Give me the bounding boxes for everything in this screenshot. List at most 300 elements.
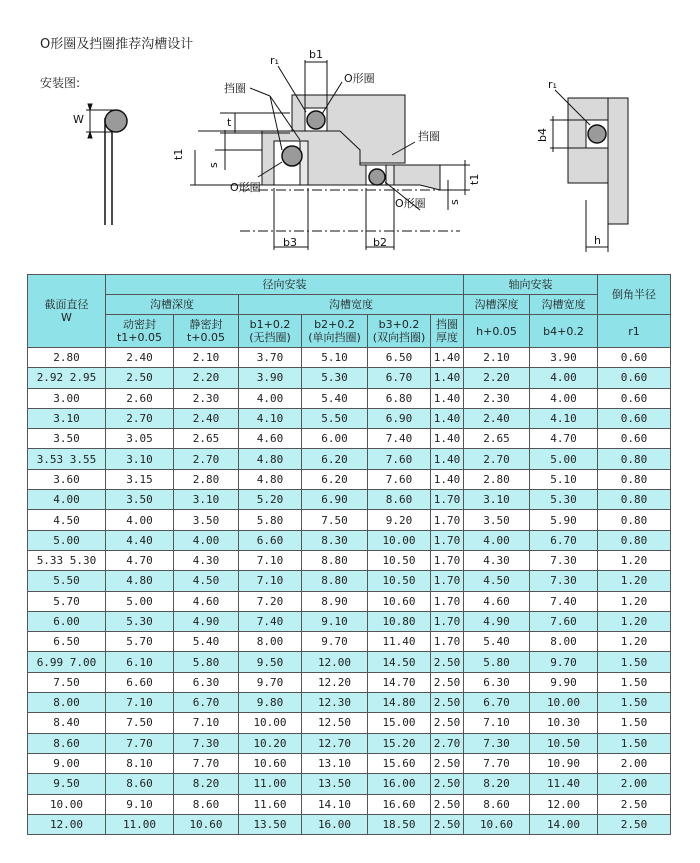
table-cell: 9.10 [302,611,368,631]
table-cell: 3.15 [106,469,174,489]
header-chamfer: 倒角半径 [598,275,671,315]
table-row [28,348,671,368]
table-cell: 4.60 [239,429,302,449]
table-row [28,469,671,489]
table-cell: 7.30 [174,733,239,753]
table-cell: 7.30 [464,733,530,753]
table-cell: 6.50 [28,632,106,652]
table-cell: 2.50 [431,672,464,692]
table-cell: 6.70 [464,693,530,713]
table-cell: 1.70 [431,490,464,510]
table-cell: 2.00 [598,753,671,773]
table-cell: 4.50 [174,571,239,591]
table-cell: 5.40 [174,632,239,652]
table-cell: 7.30 [530,571,598,591]
table-cell: 4.80 [239,469,302,489]
table-cell: 4.70 [106,550,174,570]
table-cell: 5.50 [302,408,368,428]
table-cell: 6.20 [302,469,368,489]
label-backup-a: 挡圈 [224,82,246,95]
label-oring-b: O形圈 [230,181,261,194]
table-cell: 1.20 [598,550,671,570]
table-cell: 1.70 [431,510,464,530]
table-row [28,652,671,672]
table-cell: 1.70 [431,611,464,631]
table-cell: 2.00 [598,774,671,794]
table-cell: 3.10 [106,449,174,469]
table-cell: 7.40 [239,611,302,631]
table-cell: 8.90 [302,591,368,611]
label-b2: b2 [373,236,387,249]
label-t1-a: t1 [172,148,185,160]
table-cell: 2.65 [174,429,239,449]
table-cell: 9.70 [530,652,598,672]
table-cell: 2.50 [431,652,464,672]
header-t-text: 静密封 t+0.05 [186,318,226,344]
table-cell: 9.50 [239,652,302,672]
table-row [28,429,671,449]
label-b3: b3 [283,236,297,249]
table-cell: 7.10 [239,571,302,591]
table-cell: 5.00 [530,449,598,469]
table-cell: 8.00 [239,632,302,652]
table-cell: 0.60 [598,348,671,368]
axial-install-drawing [550,90,628,252]
installation-drawing [0,45,700,265]
table-cell: 2.92 2.95 [28,368,106,388]
table-row [28,814,671,834]
table-cell: 4.90 [464,611,530,631]
table-cell: 12.70 [302,733,368,753]
table-cell: 8.60 [464,794,530,814]
table-cell: 2.80 [174,469,239,489]
label-s-b: s [448,199,461,205]
table-cell: 5.33 5.30 [28,550,106,570]
table-cell: 2.70 [464,449,530,469]
groove-spec-table [27,274,671,835]
table-cell: 4.60 [464,591,530,611]
table-cell: 8.20 [464,774,530,794]
table-cell: 13.10 [302,753,368,773]
table-cell: 4.60 [174,591,239,611]
table-cell: 0.80 [598,490,671,510]
table-cell: 2.70 [174,449,239,469]
table-cell: 2.65 [464,429,530,449]
table-cell: 2.40 [174,408,239,428]
table-cell: 10.00 [368,530,431,550]
table-cell: 0.60 [598,429,671,449]
table-cell: 3.00 [28,388,106,408]
table-cell: 2.30 [464,388,530,408]
table-row [28,713,671,733]
label-W: W [73,113,84,126]
table-cell: 14.00 [530,814,598,834]
table-cell: 2.80 [464,469,530,489]
table-cell: 2.70 [106,408,174,428]
header-radial: 径向安装 [106,275,464,295]
table-cell: 8.80 [302,571,368,591]
label-b4: b4 [536,128,549,142]
table-cell: 2.50 [431,774,464,794]
table-row [28,693,671,713]
table-cell: 5.70 [106,632,174,652]
table-cell: 7.10 [106,693,174,713]
table-cell: 0.60 [598,388,671,408]
table-cell: 1.40 [431,429,464,449]
table-row [28,611,671,631]
table-cell: 10.50 [530,733,598,753]
table-cell: 2.50 [431,713,464,733]
table-cell: 5.30 [302,368,368,388]
table-cell: 6.70 [530,530,598,550]
table-cell: 3.50 [28,429,106,449]
table-cell: 11.40 [368,632,431,652]
table-cell: 8.20 [174,774,239,794]
table-row [28,510,671,530]
label-r1-b: r₁ [548,78,557,91]
table-cell: 15.60 [368,753,431,773]
table-cell: 8.60 [368,490,431,510]
header-axial-depth: 沟槽深度 [464,295,530,315]
table-cell: 1.50 [598,733,671,753]
table-cell: 3.50 [106,490,174,510]
table-cell: 6.10 [106,652,174,672]
table-cell: 4.00 [28,490,106,510]
header-b2 [302,315,368,348]
table-cell: 6.60 [106,672,174,692]
table-cell: 14.10 [302,794,368,814]
table-cell: 2.30 [174,388,239,408]
label-s-a: s [207,162,220,168]
table-cell: 3.10 [28,408,106,428]
table-cell: 6.50 [368,348,431,368]
table-cell: 7.70 [174,753,239,773]
table-row [28,672,671,692]
table-cell: 3.53 3.55 [28,449,106,469]
table-cell: 3.50 [464,510,530,530]
table-cell: 1.50 [598,652,671,672]
table-cell: 4.10 [239,408,302,428]
table-cell: 6.30 [464,672,530,692]
table-cell: 7.40 [368,429,431,449]
label-t-a: t [227,116,232,129]
table-cell: 8.10 [106,753,174,773]
oring-section-drawing [86,104,127,225]
table-cell: 2.50 [431,753,464,773]
table-cell: 8.00 [28,693,106,713]
table-cell: 5.50 [28,571,106,591]
table-cell: 2.50 [106,368,174,388]
page-title: O形圈及挡圈推荐沟槽设计 [40,37,194,52]
table-cell: 4.50 [28,510,106,530]
table-cell: 5.10 [530,469,598,489]
table-cell: 10.30 [530,713,598,733]
table-cell: 6.70 [368,368,431,388]
table-cell: 2.50 [598,794,671,814]
table-cell: 2.20 [174,368,239,388]
table-row [28,408,671,428]
table-cell: 5.70 [28,591,106,611]
header-b4: b4+0.2 [530,315,598,348]
table-cell: 7.10 [239,550,302,570]
table-cell: 16.60 [368,794,431,814]
table-cell: 1.50 [598,672,671,692]
table-row [28,449,671,469]
table-cell: 10.60 [464,814,530,834]
table-cell: 11.60 [239,794,302,814]
table-cell: 4.00 [530,388,598,408]
header-w-text: 截面直径 W [44,298,89,324]
table-cell: 9.20 [368,510,431,530]
table-cell: 1.70 [431,530,464,550]
label-b1: b1 [309,48,323,61]
table-cell: 9.90 [530,672,598,692]
table-cell: 10.50 [368,571,431,591]
table-cell: 0.60 [598,408,671,428]
header-thick-text: 挡圈 厚度 [436,318,458,344]
table-cell: 3.10 [174,490,239,510]
table-cell: 9.10 [106,794,174,814]
table-cell: 5.90 [530,510,598,530]
table-cell: 2.40 [464,408,530,428]
table-cell: 4.00 [464,530,530,550]
table-cell: 5.10 [302,348,368,368]
header-r1: r1 [598,315,671,348]
table-cell: 3.90 [239,368,302,388]
table-cell: 7.10 [174,713,239,733]
table-cell: 10.00 [239,713,302,733]
table-cell: 12.50 [302,713,368,733]
table-cell: 8.60 [106,774,174,794]
table-cell: 10.00 [530,693,598,713]
table-cell: 7.40 [530,591,598,611]
table-row [28,632,671,652]
table-cell: 7.60 [368,469,431,489]
header-h: h+0.05 [464,315,530,348]
header-groove-width: 沟槽宽度 [239,295,464,315]
table-cell: 6.90 [368,408,431,428]
table-cell: 7.30 [530,550,598,570]
table-cell: 3.10 [464,490,530,510]
table-cell: 4.30 [174,550,239,570]
table-cell: 13.50 [239,814,302,834]
table-cell: 6.80 [368,388,431,408]
table-cell: 6.00 [28,611,106,631]
table-cell: 8.60 [28,733,106,753]
table-cell: 10.60 [174,814,239,834]
table-cell: 7.10 [464,713,530,733]
table-row [28,774,671,794]
table-cell: 2.10 [174,348,239,368]
header-t [174,315,239,348]
table-cell: 4.40 [106,530,174,550]
table-cell: 6.70 [174,693,239,713]
table-cell: 3.90 [530,348,598,368]
table-cell: 0.80 [598,469,671,489]
table-cell: 10.80 [368,611,431,631]
table-cell: 4.80 [106,571,174,591]
table-cell: 7.60 [530,611,598,631]
table-cell: 14.50 [368,652,431,672]
table-cell: 8.30 [302,530,368,550]
table-cell: 6.90 [302,490,368,510]
table-cell: 0.60 [598,368,671,388]
table-cell: 11.40 [530,774,598,794]
table-cell: 9.70 [302,632,368,652]
table-cell: 6.00 [302,429,368,449]
table-cell: 2.60 [106,388,174,408]
table-body [28,348,671,835]
table-cell: 10.60 [368,591,431,611]
table-cell: 1.20 [598,591,671,611]
table-cell: 8.40 [28,713,106,733]
table-row [28,571,671,591]
table-cell: 11.00 [106,814,174,834]
table-cell: 1.70 [431,550,464,570]
table-cell: 10.00 [28,794,106,814]
table-cell: 11.00 [239,774,302,794]
table-cell: 5.80 [174,652,239,672]
table-cell: 1.20 [598,571,671,591]
table-cell: 16.00 [302,814,368,834]
table-cell: 1.20 [598,632,671,652]
table-row [28,388,671,408]
table-cell: 8.60 [174,794,239,814]
table-cell: 14.70 [368,672,431,692]
label-backup-b: 挡圈 [418,130,440,143]
table-cell: 15.20 [368,733,431,753]
table-cell: 10.90 [530,753,598,773]
table-cell: 5.00 [28,530,106,550]
table-cell: 5.80 [464,652,530,672]
table-row [28,753,671,773]
table-cell: 12.30 [302,693,368,713]
header-b1 [239,315,302,348]
label-t1-b: t1 [468,173,481,185]
table-cell: 2.50 [598,814,671,834]
table-cell: 4.10 [530,408,598,428]
table-row [28,733,671,753]
table-cell: 6.20 [302,449,368,469]
table-cell: 2.20 [464,368,530,388]
table-cell: 5.30 [530,490,598,510]
table-cell: 5.30 [106,611,174,631]
table-cell: 10.20 [239,733,302,753]
table-cell: 1.50 [598,713,671,733]
table-cell: 7.50 [28,672,106,692]
label-h: h [594,234,601,247]
table-cell: 1.40 [431,388,464,408]
table-cell: 1.40 [431,449,464,469]
table-cell: 3.50 [174,510,239,530]
table-cell: 0.80 [598,449,671,469]
table-cell: 4.80 [239,449,302,469]
table-cell: 6.30 [174,672,239,692]
table-row [28,530,671,550]
table-cell: 6.60 [239,530,302,550]
table-cell: 9.00 [28,753,106,773]
label-oring-c: O形圈 [395,197,426,210]
table-cell: 15.00 [368,713,431,733]
header-w [28,275,106,348]
table-cell: 16.00 [368,774,431,794]
table-cell: 1.40 [431,469,464,489]
table-cell: 5.00 [106,591,174,611]
table-cell: 10.60 [239,753,302,773]
table-cell: 4.70 [530,429,598,449]
table-cell: 6.99 7.00 [28,652,106,672]
table-cell: 8.80 [302,550,368,570]
table-row [28,591,671,611]
table-cell: 7.50 [106,713,174,733]
table-cell: 4.00 [530,368,598,388]
table-cell: 7.20 [239,591,302,611]
table-cell: 1.50 [598,693,671,713]
table-cell: 4.00 [106,510,174,530]
install-label: 安装图: [40,76,81,90]
table-cell: 2.10 [464,348,530,368]
table-cell: 4.00 [239,388,302,408]
table-cell: 4.30 [464,550,530,570]
table-row [28,550,671,570]
table-cell: 18.50 [368,814,431,834]
table-cell: 0.80 [598,530,671,550]
table-cell: 12.20 [302,672,368,692]
table-cell: 4.90 [174,611,239,631]
table-row [28,368,671,388]
table-cell: 12.00 [530,794,598,814]
table-cell: 2.50 [431,693,464,713]
header-groove-depth: 沟槽深度 [106,295,239,315]
table-cell: 7.50 [302,510,368,530]
label-oring-a: O形圈 [344,72,375,85]
header-b3-text: b3+0.2 (双向挡圈) [372,318,426,344]
table-cell: 0.80 [598,510,671,530]
table-cell: 1.40 [431,348,464,368]
table-cell: 2.50 [431,814,464,834]
table-cell: 12.00 [302,652,368,672]
header-axial: 轴向安装 [464,275,598,295]
table-cell: 10.50 [368,550,431,570]
table-cell: 1.70 [431,591,464,611]
table-cell: 12.00 [28,814,106,834]
table-cell: 5.20 [239,490,302,510]
table-row [28,490,671,510]
header-b1-text: b1+0.2 (无挡圈) [249,318,291,344]
table-cell: 9.80 [239,693,302,713]
table-cell: 2.70 [431,733,464,753]
table-cell: 3.60 [28,469,106,489]
header-thick [431,315,464,348]
table-cell: 9.70 [239,672,302,692]
table-cell: 3.05 [106,429,174,449]
table-cell: 5.40 [464,632,530,652]
table-cell: 1.40 [431,408,464,428]
table-cell: 2.50 [431,794,464,814]
table-cell: 1.70 [431,571,464,591]
header-t1-text: 动密封 t1+0.05 [116,318,163,344]
table-cell: 1.40 [431,368,464,388]
table-cell: 7.70 [106,733,174,753]
table-cell: 1.20 [598,611,671,631]
header-b3 [368,315,431,348]
table-cell: 13.50 [302,774,368,794]
table-cell: 2.80 [28,348,106,368]
table-cell: 2.40 [106,348,174,368]
label-r1-a: r₁ [270,54,279,67]
table-cell: 14.80 [368,693,431,713]
table-cell: 7.60 [368,449,431,469]
